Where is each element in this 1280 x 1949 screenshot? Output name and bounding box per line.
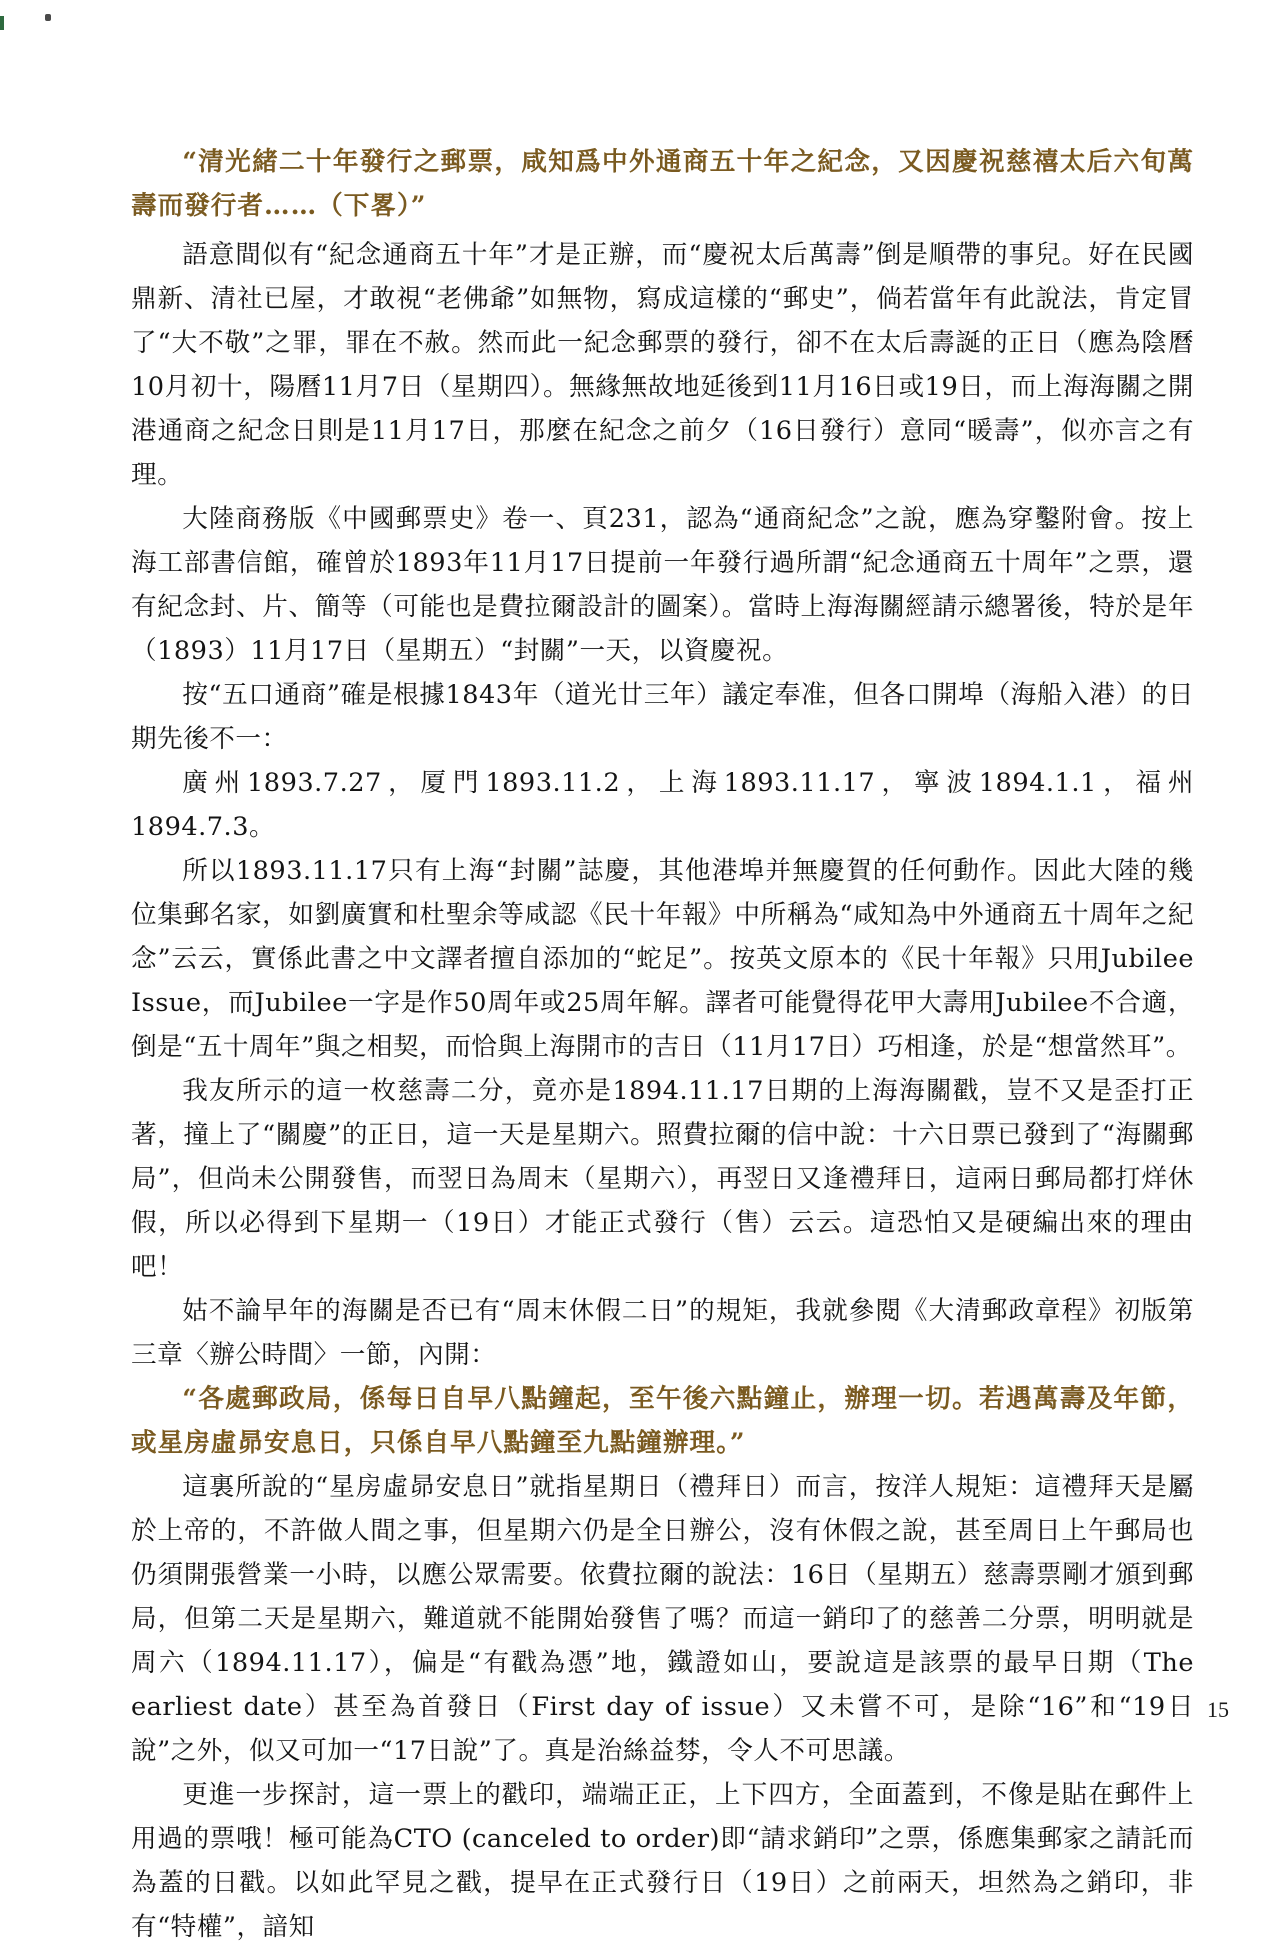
quoted-regulation: “各處郵政局，係每日自早八點鐘起，至午後六點鐘止，辦理一切。若遇萬壽及年節，或星房虛昴安息日，只係自早八點鐘至九點鐘辦理。” bbox=[131, 1384, 1194, 1458]
paragraph: 按“五口通商”確是根據1843年（道光廿三年）議定奉准，但各口開埠（海船入港）的日期先後不一： bbox=[131, 680, 1194, 754]
paragraph: 更進一步探討，這一票上的戳印，端端正正，上下四方，全面蓋到，不像是貼在郵件上用過的票哦！極可能為CTO (canceled to order)即“請求銷印”之票，係應集郵家之請託而為蓋的日戳。以如此罕見之戳，提早在正式發行日（19日）之前兩天，坦然為之銷印，非有“特權”，諳知 bbox=[131, 1780, 1194, 1942]
paragraph: 我友所示的這一枚慈壽二分，竟亦是1894.11.17日期的上海海關戳，豈不又是歪打正著，撞上了“關慶”的正日，這一天是星期六。照費拉爾的信中說：十六日票已發到了“海關郵局”，但尚未公開發售，而翌日為周末（星期六），再翌日又逢禮拜日，這兩日郵局都打烊休假，所以必得到下星期一（19日）才能正式發行（售）云云。這恐怕又是硬編出來的理由吧！ bbox=[131, 1076, 1194, 1282]
paragraph-port-dates: 廣州1893.7.27，厦門1893.11.2，上海1893.11.17，寧波1894.1.1，福州1894.7.3。 bbox=[131, 768, 1194, 842]
page-number: 15 bbox=[1207, 1697, 1229, 1722]
paragraph: 姑不論早年的海關是否已有“周末休假二日”的規矩，我就參閱《大清郵政章程》初版第三章〈辦公時間〉一節，內開： bbox=[131, 1296, 1194, 1370]
paragraph: 語意間似有“紀念通商五十年”才是正辦，而“慶祝太后萬壽”倒是順帶的事兒。好在民國鼎新、清社已屋，才敢視“老佛爺”如無物，寫成這樣的“郵史”，倘若當年有此說法，肯定冒了“大不敬”之罪，罪在不赦。然而此一紀念郵票的發行，卻不在太后壽誕的正日（應為陰曆10月初十，陽曆11月7日（星期四）。無緣無故地延後到11月16日或19日，而上海海關之開港通商之紀念日則是11月17日，那麼在紀念之前夕（16日發行）意同“暖壽”，似亦言之有理。 bbox=[131, 240, 1194, 490]
scan-edge-mark bbox=[0, 16, 4, 30]
scan-dust-mark bbox=[45, 14, 51, 21]
paragraph: 這裏所說的“星房虛昴安息日”就指星期日（禮拜日）而言，按洋人規矩：這禮拜天是屬於上帝的，不許做人間之事，但星期六仍是全日辦公，沒有休假之說，甚至周日上午郵局也仍須開張營業一小時，以應公眾需要。依費拉爾的說法：16日（星期五）慈壽票剛才頒到郵局，但第二天是星期六，難道就不能開始發售了嗎？而這一銷印了的慈善二分票，明明就是周六（1894.11.17），偏是“有戳為憑”地，鐵證如山，要說這是該票的最早日期（The earliest date）甚至為首發日（First day of issue）又未嘗不可，是除“16”和“19日說”之外，似又可加一“17日說”了。真是治絲益棼，令人不可思議。 bbox=[131, 1472, 1194, 1766]
article-body bbox=[131, 140, 1194, 1949]
paragraph: 大陸商務版《中國郵票史》卷一、頁231，認為“通商紀念”之說，應為穿鑿附會。按上海工部書信館，確曾於1893年11月17日提前一年發行過所謂“紀念通商五十周年”之票，還有紀念封、片、簡等（可能也是費拉爾設計的圖案）。當時上海海關經請示總署後，特於是年（1893）11月17日（星期五）“封關”一天，以資慶祝。 bbox=[131, 504, 1194, 666]
paragraph: 所以1893.11.17只有上海“封關”誌慶，其他港埠并無慶賀的任何動作。因此大陸的幾位集郵名家，如劉廣實和杜聖余等咸認《民十年報》中所稱為“咸知為中外通商五十周年之紀念”云云，實係此書之中文譯者擅自添加的“蛇足”。按英文原本的《民十年報》只用Jubilee Issue，而Jubilee一字是作50周年或25周年解。譯者可能覺得花甲大壽用Jubilee不合適，倒是“五十周年”與之相契，而恰與上海開市的吉日（11月17日）巧相逢，於是“想當然耳”。 bbox=[131, 856, 1194, 1062]
quoted-passage: “清光緒二十年發行之郵票，咸知爲中外通商五十年之紀念，又因慶祝慈禧太后六旬萬壽而發行者……（下畧）” bbox=[131, 147, 1194, 221]
